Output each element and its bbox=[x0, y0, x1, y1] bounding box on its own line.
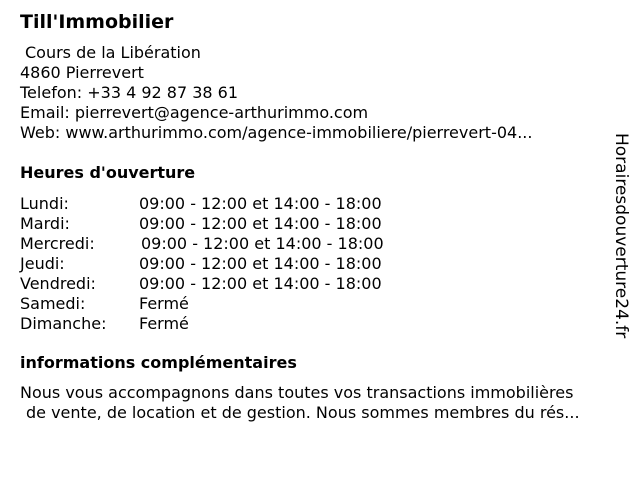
info-line-2: de vente, de location et de gestion. Nous sommes membres du rés... bbox=[26, 403, 580, 422]
day-label: Mardi: bbox=[20, 214, 70, 233]
day-label: Mercredi: bbox=[20, 234, 95, 253]
additional-info-title: informations complémentaires bbox=[20, 353, 297, 372]
web-line: Web: www.arthurimmo.com/agence-immobiliere/pierrevert-04... bbox=[20, 123, 533, 142]
hours-row-friday bbox=[20, 274, 384, 294]
day-hours: 09:00 - 12:00 et 14:00 - 18:00 bbox=[141, 234, 384, 253]
opening-hours-table bbox=[20, 194, 384, 334]
contact-block bbox=[20, 43, 532, 143]
day-hours: 09:00 - 12:00 et 14:00 - 18:00 bbox=[139, 254, 382, 273]
day-label: Lundi: bbox=[20, 194, 69, 213]
email-line: Email: pierrevert@agence-arthurimmo.com bbox=[20, 103, 369, 122]
address-street: Cours de la Libération bbox=[25, 43, 201, 62]
hours-row-wednesday bbox=[20, 234, 384, 254]
day-label: Jeudi: bbox=[20, 254, 65, 273]
opening-hours-title: Heures d'ouverture bbox=[20, 163, 196, 182]
day-hours: 09:00 - 12:00 et 14:00 - 18:00 bbox=[139, 194, 382, 213]
phone-line: Telefon: +33 4 92 87 38 61 bbox=[20, 83, 239, 102]
day-hours: 09:00 - 12:00 et 14:00 - 18:00 bbox=[139, 274, 382, 293]
hours-row-thursday bbox=[20, 254, 384, 274]
additional-info-text bbox=[20, 383, 580, 423]
info-line-1: Nous vous accompagnons dans toutes vos transactions immobilières bbox=[20, 383, 574, 402]
hours-row-sunday bbox=[20, 314, 384, 334]
day-hours: Fermé bbox=[139, 314, 189, 333]
day-label: Vendredi: bbox=[20, 274, 96, 293]
hours-row-tuesday bbox=[20, 214, 384, 234]
day-hours: 09:00 - 12:00 et 14:00 - 18:00 bbox=[139, 214, 382, 233]
business-name: Till'Immobilier bbox=[20, 11, 174, 33]
address-city: 4860 Pierrevert bbox=[20, 63, 144, 82]
day-hours: Fermé bbox=[139, 294, 189, 313]
day-label: Dimanche: bbox=[20, 314, 107, 333]
hours-row-saturday bbox=[20, 294, 384, 314]
watermark-text: Horairesdouverture24.fr bbox=[611, 133, 631, 339]
site-watermark bbox=[610, 133, 632, 345]
hours-row-monday bbox=[20, 194, 384, 214]
day-label: Samedi: bbox=[20, 294, 86, 313]
